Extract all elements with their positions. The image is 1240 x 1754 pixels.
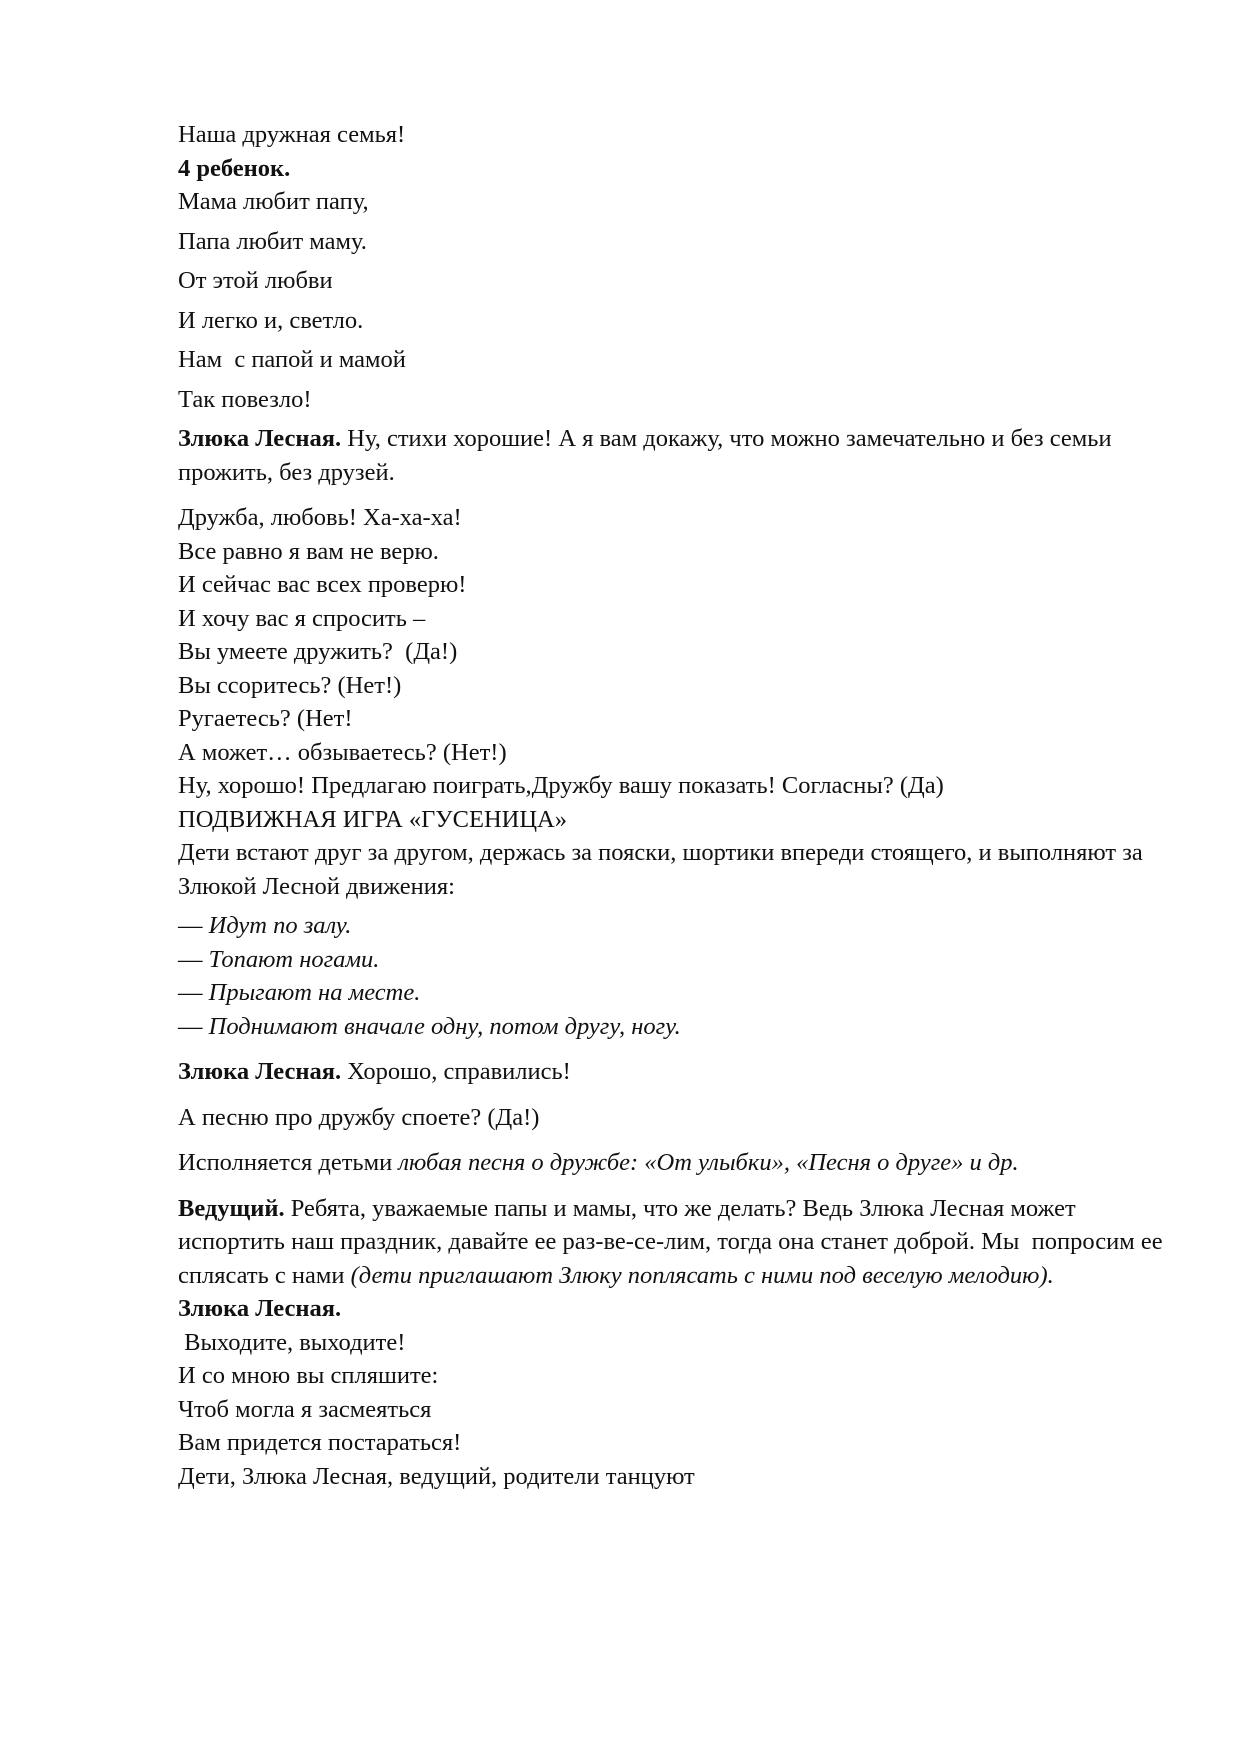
dash: — (178, 945, 209, 973)
dialogue-paragraph (178, 422, 1163, 489)
verse-line: Нам с папой и мамой (178, 346, 406, 373)
verse-line: Так повезло! (178, 385, 312, 413)
movement-item (178, 976, 1163, 1010)
verse-line: И легко и, светло. (178, 306, 364, 334)
verse-line: Папа любит маму. (178, 227, 367, 255)
dash: — (178, 1012, 209, 1040)
speaker-name: Злюка Лесная. (178, 425, 342, 452)
dialogue-text: Хорошо, справились! (341, 1058, 571, 1085)
verse-line: Вы умеете дружить? (Да!) (178, 638, 458, 665)
game-title: ПОДВИЖНАЯ ИГРА «ГУСЕНИЦА» (178, 805, 567, 833)
verse-line: И со мною вы спляшите: (178, 1362, 439, 1389)
movement-item (178, 1010, 1163, 1044)
speaker-name: Ведущий. (178, 1194, 285, 1222)
stage-direction (178, 1146, 1163, 1180)
movement-item (178, 943, 1163, 977)
verse-line: От этой любви (178, 267, 333, 294)
instruction-paragraph: Дети встают друг за другом, держась за пояски, шортики впереди стоящего, и выполняют за Злюкой Лесной движения: (178, 839, 1149, 900)
dialogue-text: Ребята, уважаемые папы и мамы, что же делать? Ведь Злюка Лесная может испортить наш праздник, давайте ее раз-ве-се-лим, тогда она станет доброй. Мы попросим ее сплясать с нами (178, 1194, 1169, 1289)
verse-line: Ну, хорошо! Предлагаю поиграть,Дружбу вашу показать! Согласны? (Да) (178, 772, 944, 799)
verse-line: И сейчас вас всех проверю! (178, 571, 467, 598)
direction-text: Исполняется детьми (178, 1149, 399, 1176)
verse-line: А может… обзываетесь? (Нет!) (178, 738, 507, 766)
verse-line: А песню про дружбу споете? (Да!) (178, 1103, 540, 1131)
dialogue-paragraph (178, 1055, 1163, 1089)
movement-item (178, 909, 1163, 943)
dialogue-text: Ну, стихи хорошие! А я вам докажу, что можно замечательно и без семьи прожить, без друзей. (178, 425, 1118, 486)
movement-text: Идут по залу. (208, 912, 352, 939)
speaker-name: Злюка Лесная. (178, 1295, 342, 1322)
dialogue-paragraph (178, 1192, 1169, 1293)
movement-text: Поднимают вначале одну, потом другу, ногу. (208, 1012, 681, 1040)
direction-italic: любая песня о дружбе: «От улыбки», «Песня о друге» и др. (398, 1149, 1019, 1176)
dash: — (178, 979, 209, 1006)
speaker-name: Злюка Лесная. (178, 1058, 342, 1085)
verse-line: Дружба, любовь! Ха-ха-ха! (178, 504, 462, 531)
text-line: Наша дружная семья! (178, 121, 406, 148)
verse-line: Мама любит папу, (178, 188, 369, 215)
direction-italic: (дети приглашают Злюку поплясать с ними под веселую мелодию). (350, 1261, 1054, 1289)
verse-line: Выходите, выходите! (178, 1328, 406, 1356)
document-page (178, 118, 1169, 1493)
speaker-heading (178, 1292, 1163, 1326)
stage-direction: Дети, Злюка Лесная, ведущий, родители танцуют (178, 1462, 695, 1490)
verse-line: Вам придется постараться! (178, 1429, 462, 1456)
verse-line: Все равно я вам не верю. (178, 537, 439, 565)
verse-line: Чтоб могла я засмеяться (178, 1395, 432, 1423)
verse-line: И хочу вас я спросить – (178, 604, 426, 632)
speaker-name: 4 ребенок. (178, 154, 291, 182)
dash: — (178, 912, 209, 939)
movement-text: Прыгают на месте. (208, 979, 421, 1006)
verse-line: Вы ссоритесь? (Нет!) (178, 671, 402, 699)
verse-line: Ругаетесь? (Нет! (178, 705, 353, 732)
speaker-heading (178, 152, 1163, 186)
movement-text: Топают ногами. (208, 945, 380, 973)
